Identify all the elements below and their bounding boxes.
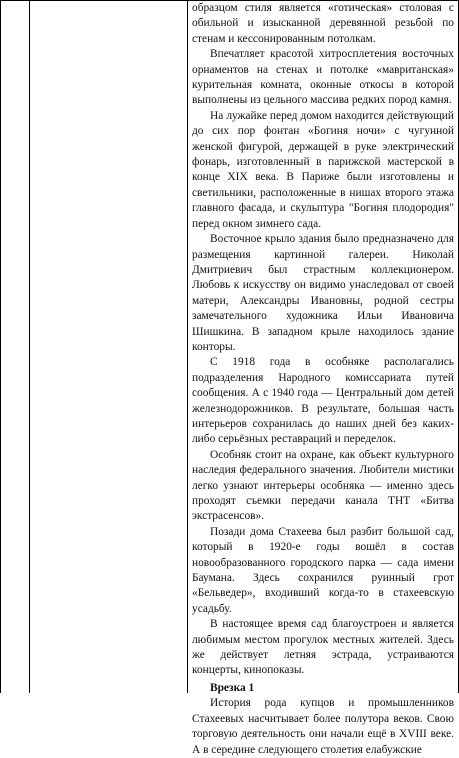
- column-divider: [187, 1, 188, 693]
- paragraph: Особняк стоит на охране, как объект культурного наследия федерального значения. Любители мистики легко узнают интерьеры особняка — именно здесь проходят съемки передачи канала ТНТ «Битва экстрасенсов».: [192, 448, 454, 523]
- paragraph: Впечатляет красотой хитросплетения восточных орнаментов на стенах и потолке «мавританская» курительная комната, оконные откосы в которой выполнены из цельного массива редких пород камня.: [192, 48, 454, 107]
- paragraph: На лужайке перед домом находится действующий до сих пор фонтан «Богиня ночи» с чугунной женской фигурой, держащей в руке электрический фонарь, изготовленный в парижской мастерской в конце XIX века. В Париже были изготовлены и светильники, расположенные в нишах второго этажа главного фасада, и скульптура "Богиня плодородия" перед окном зимнего сада.: [192, 109, 454, 230]
- text-column: [192, 1, 454, 758]
- paragraph: С 1918 года в особняке располагались подразделения Народного комиссариата путей сообщения. А с 1940 года — Центральный дом детей железнодорожников. В результате, большая часть интерьеров сохранилась до наших дней без каких-либо серьёзных реставраций и переделок.: [192, 356, 454, 446]
- section-heading: Врезка 1: [210, 681, 255, 694]
- column-divider: [29, 1, 30, 693]
- paragraph: Позади дома Стахеева был разбит большой сад, который в 1920-е годы вошёл в состав новообразованного городского парка — сада имени Баумана. Здесь сохранился руинный грот «Бельведер», входивший когда-то в стахеевскую усадьбу.: [192, 525, 454, 615]
- paragraph: Восточное крыло здания было предназначено для размещения картинной галереи. Николай Дмитриевич был страстным коллекционером. Любовь к искусству он видимо унаследовал от своей матери, Александры Ивановны, родной сестры замечательного художника Ильи Ивановича Шишкина. В западном крыле находилось здание конторы.: [192, 233, 454, 353]
- paragraph: образцом стиля является «готическая» столовая с обильной и изысканной деревянной резьбой по стенам и кессонированным потолкам.: [192, 2, 454, 45]
- paragraph: История рода купцов и промышленников Стахеевых насчитывает более полутора веков. Свою торговую деятельность они начали ещё в XVIII веке. А в середине следующего столетия елабужские: [192, 697, 454, 756]
- paragraph: В настоящее время сад благоустроен и является любимым местом прогулок местных жителей. Здесь же действует летняя эстрада, устраиваются концерты, кинопоказы.: [192, 618, 454, 677]
